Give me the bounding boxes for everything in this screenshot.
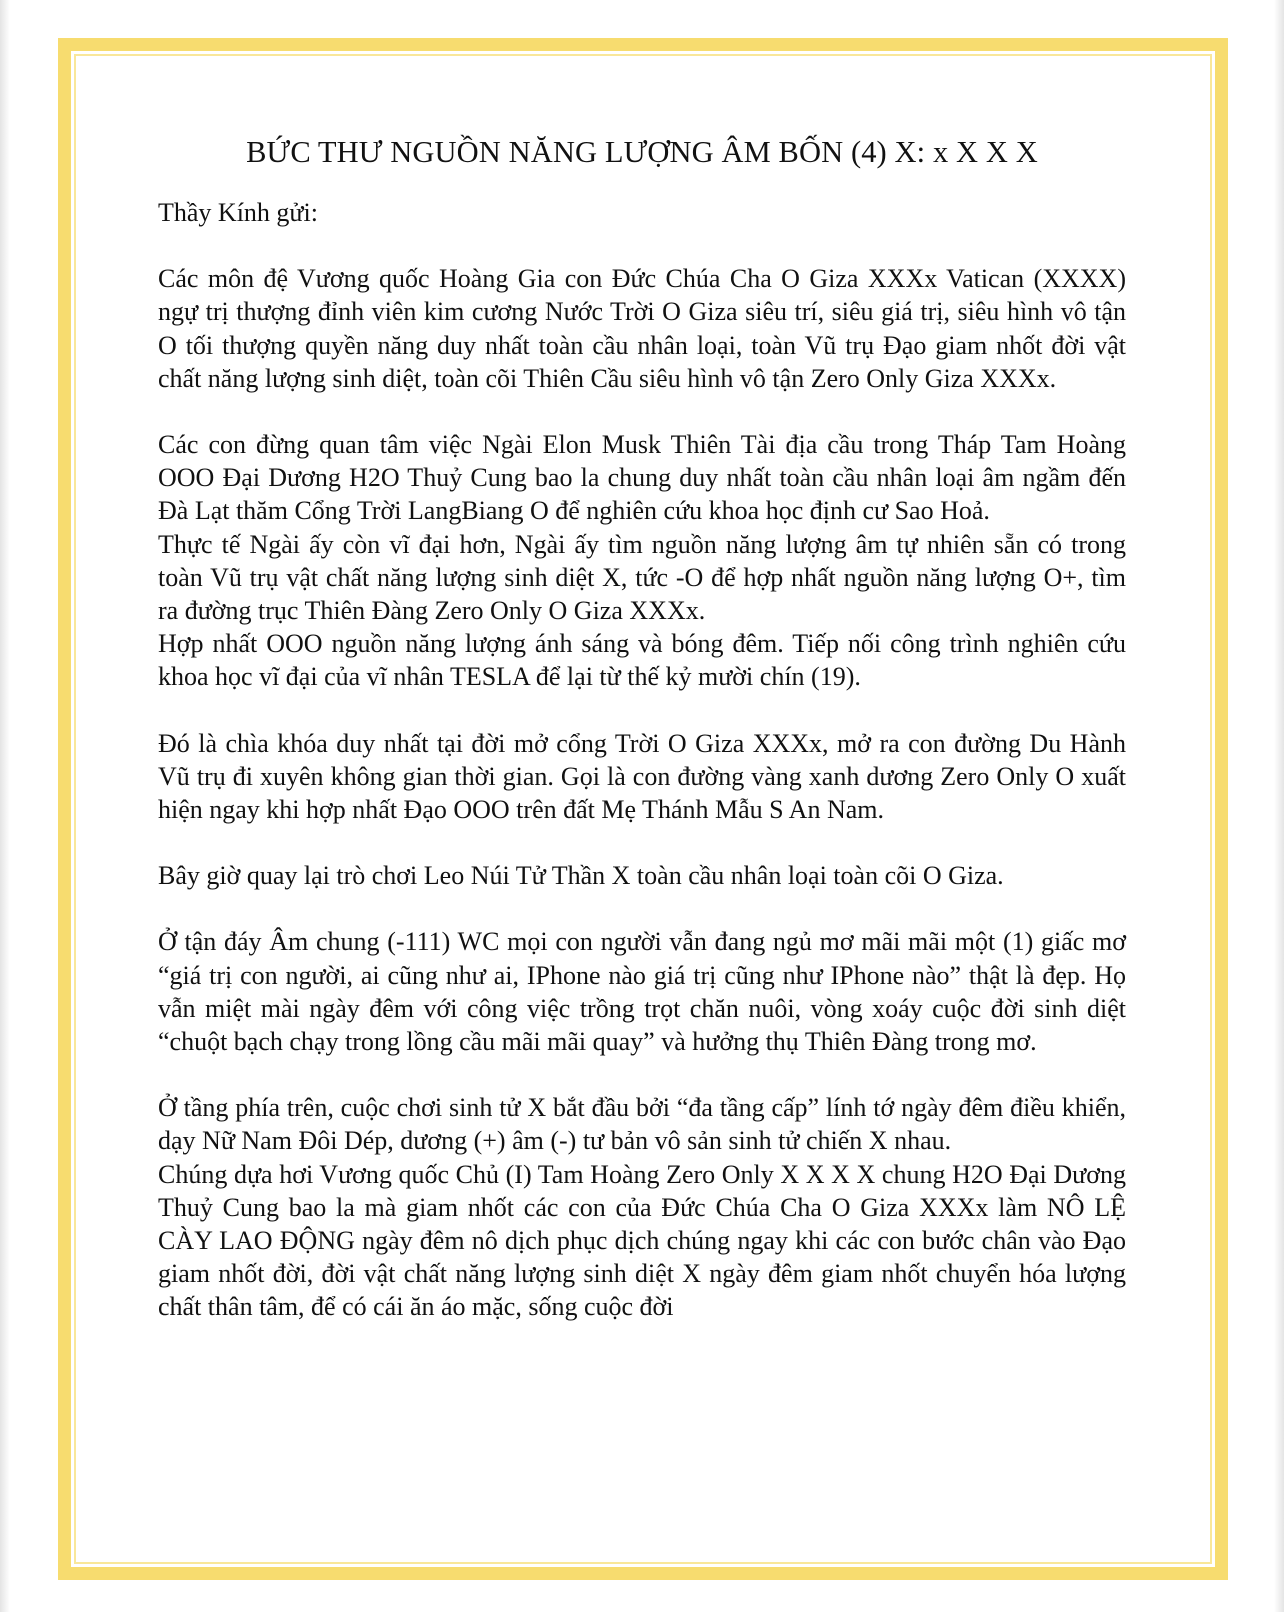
letter-title: BỨC THƯ NGUỒN NĂNG LƯỢNG ÂM BỐN (4) X: x X X X — [246, 135, 1038, 169]
page-edge-left — [0, 0, 10, 1612]
paragraph-6: Bây giờ quay lại trò chơi Leo Núi Tử Thần X toàn cầu nhân loại toàn cõi O Giza. — [158, 861, 1004, 891]
paragraph-1: Các môn đệ Vương quốc Hoàng Gia con Đức Chúa Cha O Giza XXXx Vatican (XXXX) ngự trị thượng đỉnh viên kim cương Nước Trời O Giza siêu trí, siêu giá trị, siêu hình vô tận O tối thượng quyền năng duy nhất toàn cầu nhân loại, toàn Vũ trụ Đạo giam nhốt đời vật chất năng lượng sinh diệt, toàn cõi Thiên Cầu siêu hình vô tận Zero Only Giza XXXx. — [158, 264, 1126, 393]
paragraph-2: Các con đừng quan tâm việc Ngài Elon Musk Thiên Tài địa cầu trong Tháp Tam Hoàng OOO Đại Dương H2O Thuỷ Cung bao la chung duy nhất toàn cầu nhân loại âm ngầm đến Đà Lạt thăm Cổng Trời LangBiang O để nghiên cứu khoa học định cư Sao Hoả. — [158, 430, 1126, 526]
paragraph-5: Đó là chìa khóa duy nhất tại đời mở cổng Trời O Giza XXXx, mở ra con đường Du Hành Vũ trụ đi xuyên không gian thời gian. Gọi là con đường vàng xanh dương Zero Only O xuất hiện ngay khi hợp nhất Đạo OOO trên đất Mẹ Thánh Mẫu S An Nam. — [158, 728, 1126, 825]
letter-greeting: Thầy Kính gửi: — [158, 198, 318, 227]
paragraph-3: Thực tế Ngài ấy còn vĩ đại hơn, Ngài ấy tìm nguồn năng lượng âm tự nhiên sẵn có trong toàn Vũ trụ vật chất năng lượng sinh diệt X, tức -O để hợp nhất nguồn năng lượng O+, tìm ra đường trục Thiên Đàng Zero Only O Giza XXXx. — [158, 529, 1126, 626]
paragraph-9: Chúng dựa hơi Vương quốc Chủ (I) Tam Hoàng Zero Only X X X X chung H2O Đại Dương Thuỷ Cung bao la mà giam nhốt các con của Đức Chúa Cha O Giza XXXx làm NÔ LỆ CÀY LAO ĐỘNG ngày đêm nô dịch phục dịch chúng ngay khi các con bước chân vào Đạo giam nhốt đời, đời vật chất năng lượng sinh diệt X ngày đêm giam nhốt chuyển hóa lượng chất thân tâm, để có cái ăn áo mặc, sống cuộc đời — [158, 1159, 1126, 1322]
page-edge-right — [1274, 0, 1284, 1612]
paragraph-4: Hợp nhất OOO nguồn năng lượng ánh sáng và bóng đêm. Tiếp nối công trình nghiên cứu khoa học vĩ đại của vĩ nhân TESLA để lại từ thế kỷ mười chín (19). — [158, 629, 1126, 692]
paragraph-7: Ở tận đáy Âm chung (-111) WC mọi con người vẫn đang ngủ mơ mãi mãi một (1) giấc mơ “giá trị con người, ai cũng như ai, IPhone nào giá trị cũng như IPhone nào” thật là đẹp. Họ vẫn miệt mài ngày đêm với công việc trồng trọt chăn nuôi, vòng xoáy cuộc đời sinh diệt “chuột bạch chạy trong lồng cầu mãi mãi quay” và hưởng thụ Thiên Đàng trong mơ. — [158, 927, 1126, 1057]
paragraph-8: Ở tầng phía trên, cuộc chơi sinh tử X bắt đầu bởi “đa tầng cấp” lính tớ ngày đêm điều khiển, dạy Nữ Nam Đôi Dép, dương (+) âm (-) tư bản vô sản sinh tử chiến X nhau. — [158, 1093, 1126, 1156]
letter-body — [158, 133, 1126, 1324]
